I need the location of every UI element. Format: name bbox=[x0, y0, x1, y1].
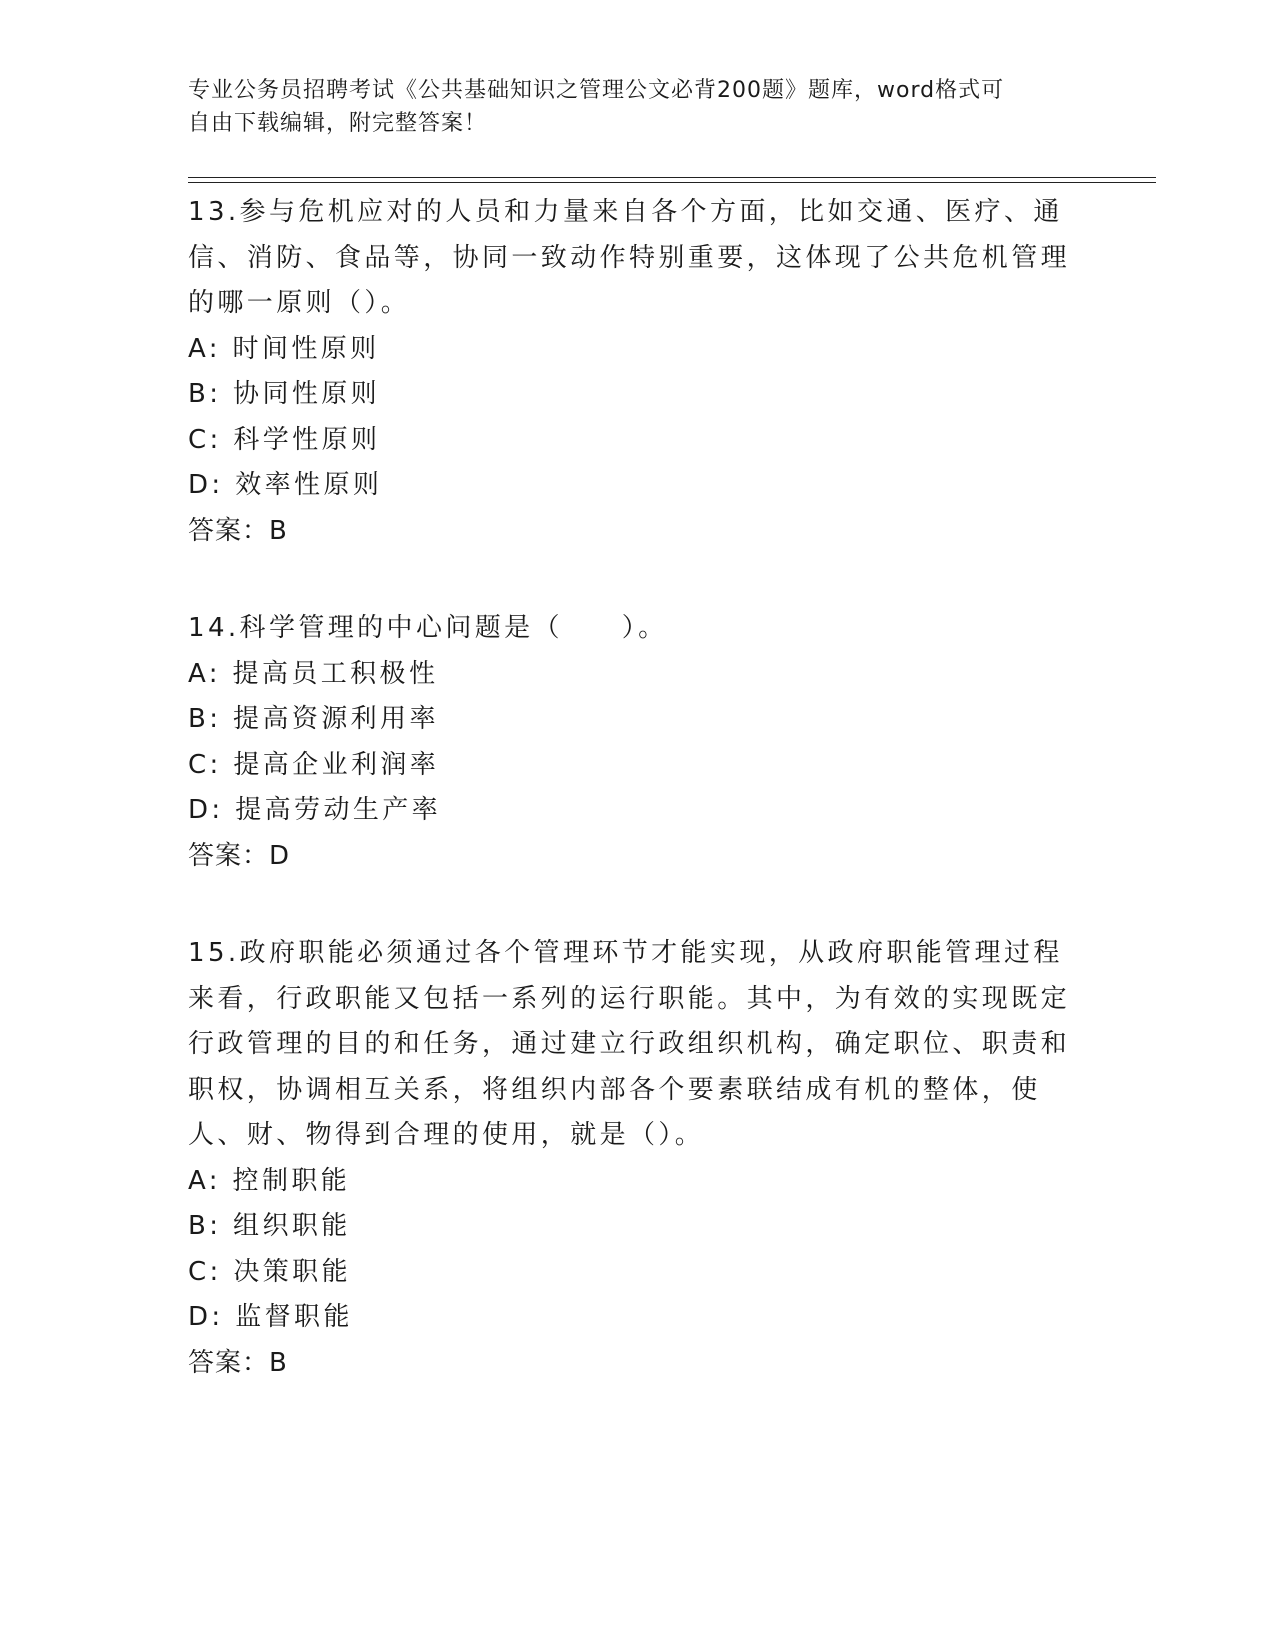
header-divider-bottom bbox=[188, 182, 1156, 183]
option-list bbox=[188, 652, 1088, 834]
option-d: D: 提高劳动生产率 bbox=[188, 795, 442, 825]
option-b: B: 协同性原则 bbox=[188, 379, 381, 409]
option-a: A: 时间性原则 bbox=[188, 333, 380, 364]
question-stem: 15.政府职能必须通过各个管理环节才能实现，从政府职能管理过程来看，行政职能又包括一系列的运行职能。其中，为有效的实现既定行政管理的目的和任务，通过建立行政组织机构，确定职位、职责和职权，协调相互关系，将组织内部各个要素联结成有机的整体，使人、财、物得到合理的使用，就是（）。 bbox=[188, 938, 1071, 1150]
question-13 bbox=[188, 190, 1088, 554]
option-d: D: 监督职能 bbox=[188, 1302, 353, 1332]
answer: 答案：B bbox=[188, 515, 288, 546]
question-stem: 13.参与危机应对的人员和力量来自各个方面，比如交通、医疗、通信、消防、食品等，协同一致动作特别重要，这体现了公共危机管理的哪一原则（）。 bbox=[188, 197, 1071, 318]
option-a: A: 控制职能 bbox=[188, 1165, 351, 1196]
document-header bbox=[188, 74, 1068, 140]
question-stem: 14.科学管理的中心问题是（ ）。 bbox=[188, 613, 668, 643]
option-a: A: 提高员工积极性 bbox=[188, 658, 439, 689]
header-line-1: 专业公务员招聘考试《公共基础知识之管理公文必背200题》题库，word格式可 bbox=[188, 78, 1005, 103]
option-list bbox=[188, 1159, 1088, 1341]
answer: 答案：D bbox=[188, 840, 291, 871]
option-d: D: 效率性原则 bbox=[188, 470, 383, 500]
header-line-2: 自由下载编辑，附完整答案！ bbox=[188, 111, 488, 136]
answer: 答案：B bbox=[188, 1347, 288, 1378]
question-15 bbox=[188, 931, 1088, 1386]
option-c: C: 决策职能 bbox=[188, 1256, 351, 1287]
question-14 bbox=[188, 606, 1088, 879]
option-b: B: 组织职能 bbox=[188, 1211, 351, 1241]
option-b: B: 提高资源利用率 bbox=[188, 704, 439, 734]
option-list bbox=[188, 327, 1088, 509]
header-divider-top bbox=[188, 177, 1156, 178]
question-list bbox=[188, 190, 1088, 1438]
option-c: C: 科学性原则 bbox=[188, 424, 381, 455]
option-c: C: 提高企业利润率 bbox=[188, 749, 440, 780]
